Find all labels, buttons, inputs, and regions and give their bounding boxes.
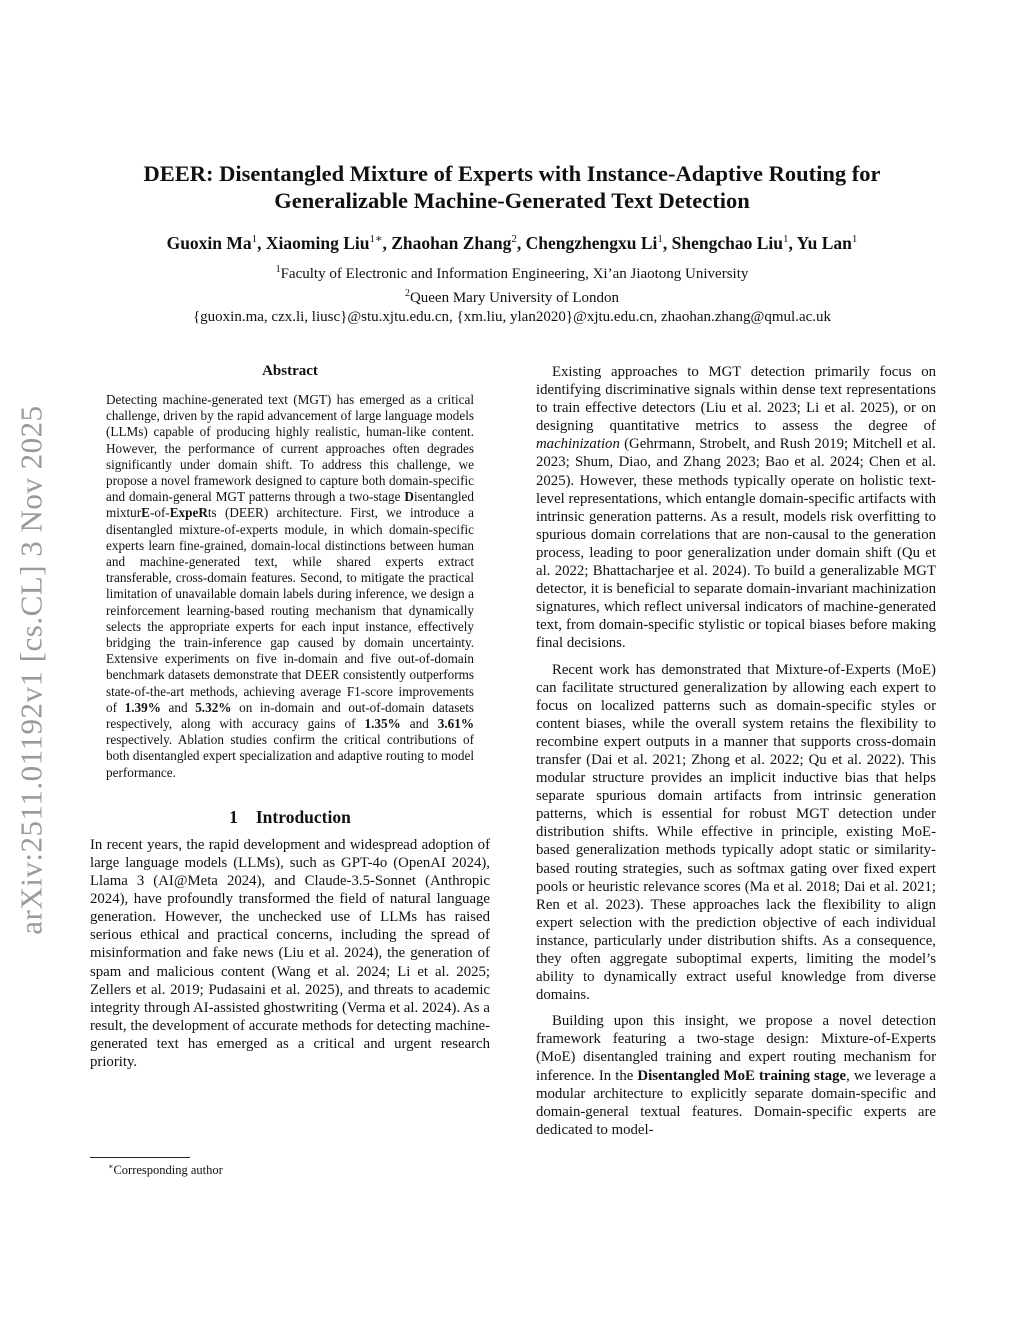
author-affil-mark: 1: [783, 233, 789, 245]
paragraph-text: Existing approaches to MGT detection primarily focus on identifying discriminative signals within dense text representations to train effective detectors (Liu et al. 2023; Li et al. 2025), or on designing quantitative metrics to assess the degree of: [536, 364, 936, 435]
title-line-1: DEER: Disentangled Mixture of Experts with Instance-Adaptive Routing for: [143, 161, 881, 186]
left-column: [90, 363, 490, 1071]
affiliation-text: Faculty of Electronic and Information Engineering, Xi’an Jiaotong University: [280, 266, 749, 282]
paragraph-text: , we leverage a modular architecture to explicitly separate domain-specific and domain-general textual features. Domain-specific experts are dedicated to model-: [536, 1067, 936, 1138]
title-line-2: Generalizable Machine-Generated Text Detection: [274, 188, 750, 213]
author-affil-mark: 1: [851, 233, 858, 245]
section-title: Introduction: [255, 806, 351, 827]
author-affil-mark: 2: [511, 233, 517, 245]
author-separator: ,: [788, 232, 797, 253]
footnote: [108, 1162, 223, 1178]
author-affil-mark: 1: [657, 233, 663, 245]
result-value: 5.32%: [195, 699, 232, 715]
author-affil-mark: 1: [251, 233, 258, 245]
author-name: Xiaoming Liu: [265, 232, 370, 253]
emphasis-term: machinization: [536, 436, 620, 453]
author: [797, 233, 858, 253]
bold-term: Disentangled MoE training stage: [637, 1067, 847, 1084]
abstract-text: and: [400, 716, 438, 732]
intro-paragraph-1: In recent years, the rapid development and widespread adoption of large language models (LLMs), such as GPT-4o (OpenAI 2024), Llama 3 (AI@Meta 2024), and Claude-3.5-Sonnet (Anthropic 2024), have profoundly transformed the field of natural language generation. However, the unchecked use of LLMs has raised serious ethical and practical concerns, including the spread of misinformation and fake news (Liu et al. 2024), the generation of spam and malicious content (Wang et al. 2024; Li et al. 2025; Zellers et al. 2019; Pudasaini et al. 2025), and threats to academic integrity through AI-assisted ghostwriting (Verma et al. 2024). As a result, the development of accurate methods for detecting machine-generated text has emerged as a critical and urgent research priority.: [90, 836, 490, 1070]
footnote-mark: ∗: [108, 1162, 114, 1171]
acronym-letter: Expe: [169, 505, 199, 521]
section-number: 1: [229, 806, 238, 827]
intro-paragraph-3: Recent work has demonstrated that Mixture-of-Experts (MoE) can facilitate structured generalization by allowing each expert to focus on localized patterns such as domain-specific styles or content biases, while the overall system retains the flexibility to recombine expert outputs in a manner that supports cross-domain transfer (Dai et al. 2021; Zhong et al. 2022; Qu et al. 2022). This modular structure provides an implicit inductive bias that helps separate spurious domain artifacts from intrinsic generation patterns, which is essential for robust MGT detection under distribution shifts. While effective in principle, existing MoE-based generalization methods typically adopt static or similarity-based routing strategies, such as softmax gating over fixed expert pools or heuristic relevance scores (Ma et al. 2018; Dai et al. 2021; Ren et al. 2023). These approaches lack the flexibility to align expert selection with the prediction objective of each individual instance, particularly under distribution shifts. As a consequence, they often aggregate suboptimal experts, limiting the model’s ability to dynamically extract useful knowledge from diverse domains.: [536, 661, 936, 1004]
author-name: Yu Lan: [796, 232, 852, 253]
author: [167, 233, 258, 253]
author: [391, 233, 517, 253]
affiliation-mark: 2: [404, 288, 410, 299]
footnote-text: Corresponding author: [113, 1163, 223, 1178]
author: [672, 233, 789, 253]
author-name: Guoxin Ma: [166, 232, 252, 253]
result-value: 1.39%: [124, 699, 161, 715]
arxiv-identifier: arXiv:2511.01192v1 [cs.CL] 3 Nov 2025: [14, 405, 49, 935]
affiliation-2: [90, 284, 934, 308]
author-name: Chengzhengxu Li: [525, 232, 658, 253]
right-column: [536, 363, 936, 1139]
section-heading-introduction: [90, 807, 490, 828]
intro-paragraph-4: [536, 1012, 936, 1139]
intro-paragraph-2: [536, 363, 936, 653]
abstract-body: [106, 392, 474, 781]
abstract-heading: Abstract: [262, 363, 318, 379]
abstract-text: Detecting machine-generated text (MGT) has emerged as a critical challenge, driven by the rapid advancement of large language models (LLMs) capable of producing highly realistic, human-like content. However, the performance of current approaches often degrades significantly under domain shift. To address this challenge, we propose a novel framework designed to capture both domain-specific and domain-general MGT patterns through a two-stage: [106, 392, 474, 505]
author: [266, 233, 383, 253]
author-separator: ,: [257, 232, 266, 253]
abstract-text: isentangled mixtur: [106, 489, 474, 521]
acronym-letter: R: [198, 505, 208, 521]
acronym-letter: D: [404, 489, 414, 505]
affiliations: [90, 260, 934, 327]
affiliation-text: Queen Mary University of London: [409, 290, 620, 306]
abstract-text: -of-: [149, 505, 170, 521]
author-separator: ,: [516, 232, 526, 253]
abstract-text: on in-domain and out-of-domain datasets respectively, along with accuracy gains of: [106, 699, 474, 732]
affiliation-1: [90, 260, 934, 284]
author-separator: ,: [382, 232, 392, 253]
paragraph-text: (Gehrmann, Strobelt, and Rush 2019; Mitchell et al. 2023; Shum, Diao, and Zhang 2023; Bao et al. 2024; Chen et al. 2025). However, these methods typically operate on holistic text-level representations, which entangle domain-specific artifacts with intrinsic generation patterns. As a result, models risk overfitting to spurious domain correlations that are non-causal to the generation process, leading to poor generalization under domain shift (Qu et al. 2022; Bhattacharjee et al. 2024). To build a generalizable MGT detector, it is beneficial to separate domain-invariant machinization signatures, which reflect universal indicators of machine-generated text, from domain-specific stylistic or topical biases before making final decisions.: [536, 436, 936, 652]
author-name: Shengchao Liu: [671, 232, 783, 253]
abstract-text: respectively. Ablation studies confirm the critical contributions of both disentangled expert specialization and adaptive routing to model performance.: [106, 732, 474, 780]
abstract-text: ts (DEER) architecture. First, we introduce a disentangled mixture-of-experts module, in which domain-specific experts learn fine-grained, domain-local distinctions between human and machine-generated text, while shared experts extract transferable, cross-domain features. Second, to mitigate the practical limitation of unavailable domain labels during inference, we design a reinforcement learning-based routing mechanism that dynamically selects the appropriate experts for each input instance, effectively bridging the train-inference gap caused by domain uncertainty. Extensive experiments on five in-domain and five out-of-domain benchmark datasets demonstrate that DEER consistently outperforms state-of-the-art methods, achieving average F1-score improvements of: [106, 505, 474, 715]
result-value: 1.35%: [364, 716, 401, 732]
abstract-text: and: [160, 699, 196, 715]
result-value: 3.61%: [437, 716, 475, 732]
footnote-rule: [90, 1157, 190, 1158]
author: [526, 233, 663, 253]
affiliation-mark: 1: [275, 264, 281, 275]
author-affil-mark: 1∗: [369, 233, 383, 245]
author-list: [90, 232, 934, 254]
acronym-letter: E: [141, 505, 150, 521]
paragraph-text: Building upon this insight, we propose a novel detection framework featuring a two-stage design: Mixture-of-Experts (MoE) disentangled training and expert routing mechanism for inference. In the: [536, 1013, 936, 1084]
author-name: Zhaohan Zhang: [391, 232, 512, 253]
author-emails: {guoxin.ma, czx.li, liusc}@stu.xjtu.edu.cn, {xm.liu, ylan2020}@xjtu.edu.cn, zhaohan.zhang@qmul.ac.uk: [192, 309, 832, 325]
arxiv-identifier-margin: [4, 380, 60, 960]
author-separator: ,: [662, 232, 672, 253]
paper-title: [90, 160, 934, 214]
